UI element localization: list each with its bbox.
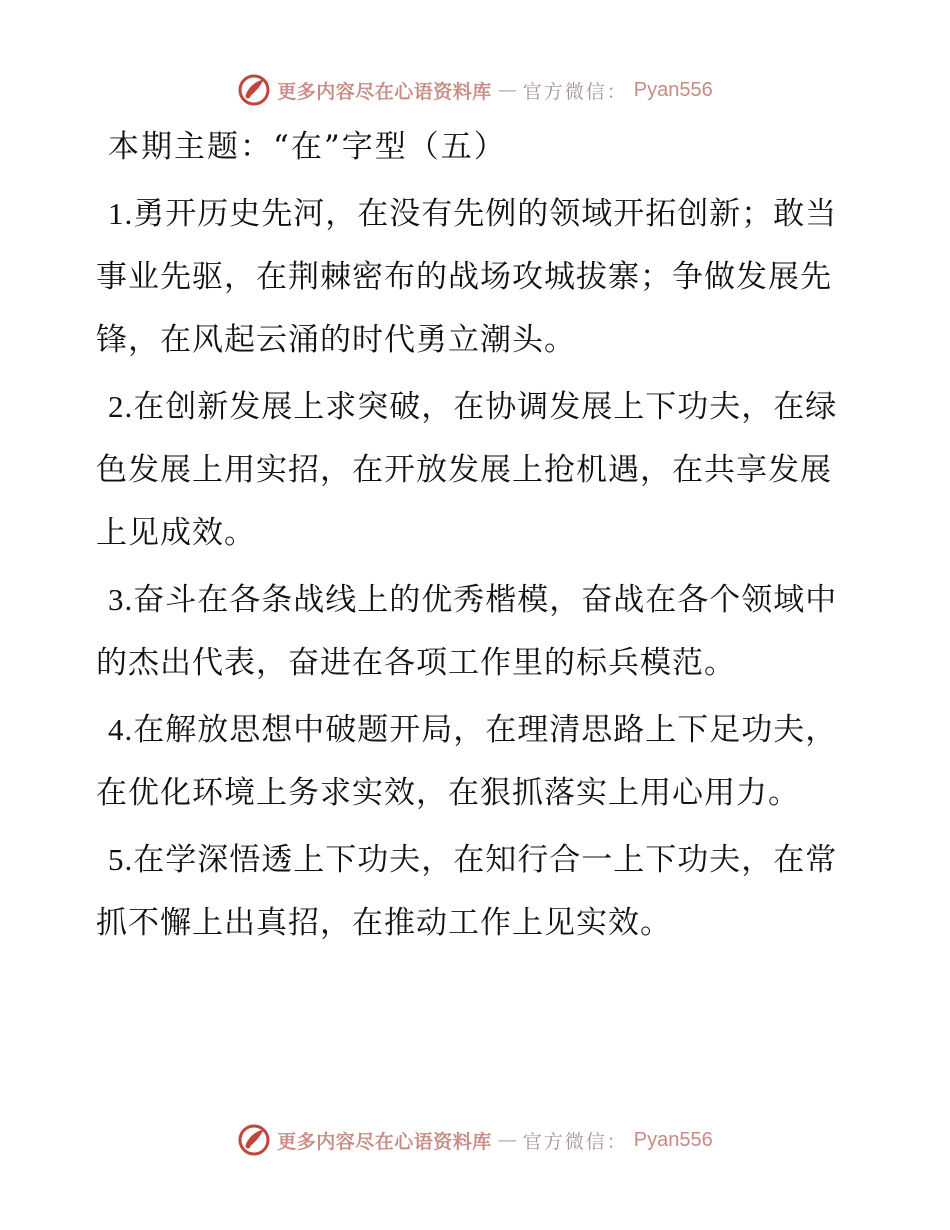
item-number: 4. <box>108 712 134 747</box>
page-title: 本期主题：“在”字型（五） <box>108 129 507 165</box>
watermark-official-label: 官方微信： <box>522 80 628 103</box>
item-text: 在创新发展上求突破，在协调发展上下功夫，在绿色发展上用实招，在开放发展上抢机遇，在共享发展上见成效。 <box>96 389 838 551</box>
list-item <box>96 375 856 565</box>
watermark-separator: — <box>497 1129 517 1151</box>
footer-watermark <box>0 1120 950 1160</box>
list-item <box>96 828 856 955</box>
list-item <box>96 568 856 695</box>
document-body <box>96 118 856 958</box>
watermark-separator: — <box>497 79 517 101</box>
header-watermark <box>0 70 950 110</box>
watermark-handle: Pyan556 <box>633 1128 713 1151</box>
item-number: 2. <box>108 389 134 424</box>
watermark-handle: Pyan556 <box>633 78 713 101</box>
brush-logo-icon <box>237 73 271 107</box>
item-text: 在学深悟透上下功夫，在知行合一上下功夫，在常抓不懈上出真招，在推动工作上见实效。 <box>96 842 838 941</box>
watermark-text: 更多内容尽在心语资料库 <box>277 80 492 103</box>
item-number: 5. <box>108 842 134 877</box>
brush-logo-icon <box>237 1123 271 1157</box>
item-number: 3. <box>108 582 134 617</box>
item-text: 在解放思想中破题开局，在理清思路上下足功夫，在优化环境上务求实效，在狠抓落实上用心用力。 <box>96 712 838 811</box>
watermark-text: 更多内容尽在心语资料库 <box>277 1130 492 1153</box>
item-text: 勇开历史先河，在没有先例的领域开拓创新；敢当事业先驱，在荆棘密布的战场攻城拔寨；争做发展先锋，在风起云涌的时代勇立潮头。 <box>96 196 838 358</box>
item-number: 1. <box>108 196 134 231</box>
list-item <box>96 182 856 372</box>
item-text: 奋斗在各条战线上的优秀楷模，奋战在各个领域中的杰出代表，奋进在各项工作里的标兵模范。 <box>96 582 838 681</box>
list-item <box>96 698 856 825</box>
watermark-official-label: 官方微信： <box>522 1130 628 1153</box>
